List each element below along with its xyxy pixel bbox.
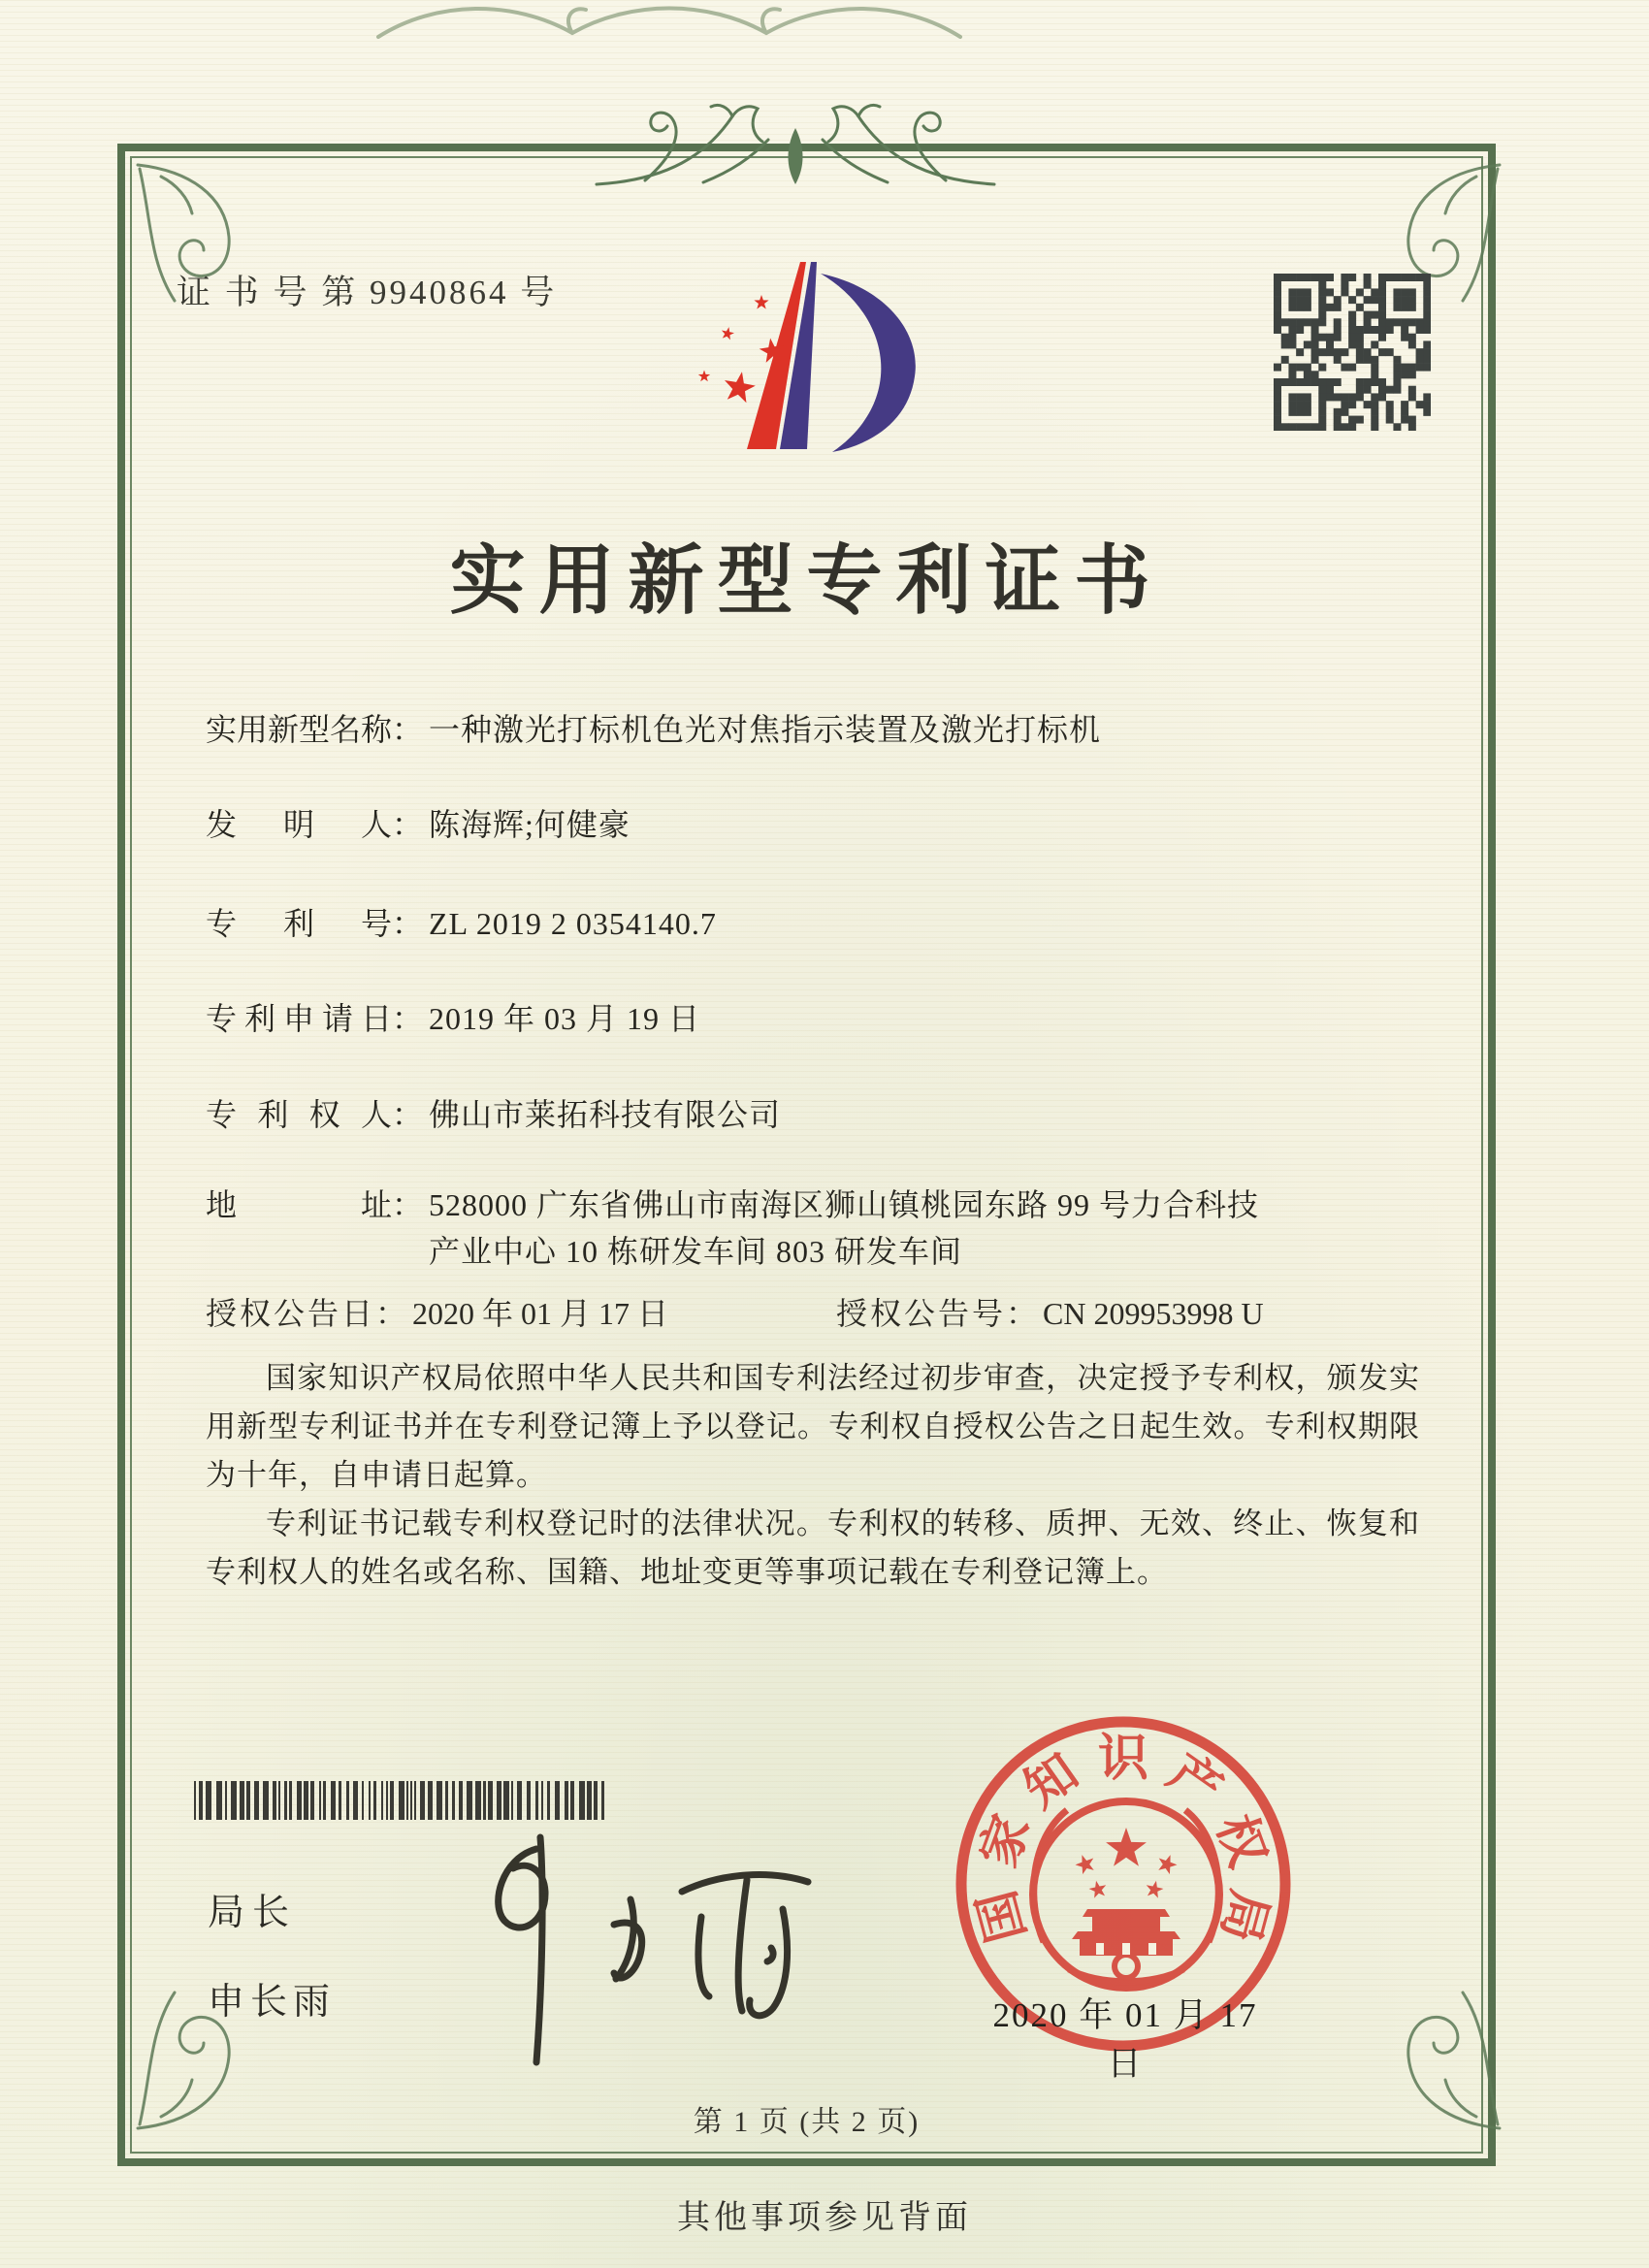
field-value: 佛山市莱拓科技有限公司 [429, 1097, 782, 1132]
signer-name: 申长雨 [208, 1982, 337, 2023]
qr-code [1274, 274, 1431, 431]
field-row-filing-date: 专利申请日 ： 2019 年 03 月 19 日 [206, 995, 1420, 1042]
top-edge-flourish-icon [369, 0, 1048, 41]
svg-text:产: 产 [1158, 1744, 1232, 1820]
grant-date-label: 授权公告日 [206, 1296, 376, 1331]
field-value: 2019 年 03 月 19 日 [429, 1001, 701, 1036]
grant-row: 授权公告日 ： 2020 年 01 月 17 日 授权公告号 ： CN 209953998 U [206, 1290, 1447, 1337]
page-number: 第 1 页 (共 2 页) [693, 2106, 921, 2138]
field-label: 实用新型名称 [206, 712, 393, 747]
certificate-number: 证 书 号 第 9940864 号 [177, 274, 558, 311]
back-side-note: 其他事项参见背面 [677, 2200, 972, 2236]
field-label: 地址 [206, 1187, 392, 1222]
legal-paragraph-1: 国家知识产权局依照中华人民共和国专利法经过初步审查，决定授予专利权，颁发实用新型专利证书并在专利登记簿上予以登记。专利权自授权公告之日起生效。专利权期限为十年，自申请日起算。 [206, 1361, 1420, 1492]
field-label: 专利权人 [206, 1097, 392, 1132]
legal-text [206, 1354, 1420, 1597]
director-signature-icon [451, 1831, 829, 2069]
signer-title: 局长 [208, 1893, 298, 1933]
svg-text:知: 知 [1015, 1744, 1088, 1820]
field-row-patent-number: 专利号 ： ZL 2019 2 0354140.7 [206, 900, 1420, 947]
grant-number-value: CN 209953998 U [1043, 1296, 1264, 1331]
svg-text:识: 识 [1097, 1732, 1149, 1787]
field-value: 一种激光打标机色光对焦指示装置及激光打标机 [429, 712, 1102, 747]
grant-date-value: 2020 年 01 月 17 日 [412, 1296, 669, 1331]
field-row-patentee: 专利权人 ： 佛山市莱拓科技有限公司 [206, 1091, 1420, 1138]
field-value: 528000 广东省佛山市南海区狮山镇桃园东路 99 号力合科技产业中心 10 栋研发车间 803 研发车间 [429, 1187, 1260, 1269]
field-value: 陈海辉;何健豪 [429, 807, 630, 842]
barcode [194, 1781, 613, 1820]
field-label: 专利申请日 [206, 1001, 392, 1036]
legal-paragraph-2: 专利证书记载专利权登记时的法律状况。专利权的转移、质押、无效、终止、恢复和专利权人的姓名或名称、国籍、地址变更等事项记载在专利登记簿上。 [206, 1507, 1420, 1589]
svg-text:权: 权 [1206, 1807, 1276, 1875]
field-row-utility-model-name: 实用新型名称 ： 一种激光打标机色光对焦指示装置及激光打标机 [206, 706, 1420, 753]
grant-number-label: 授权公告号 [836, 1296, 1007, 1331]
cnipa-logo-icon [679, 252, 931, 454]
svg-text:局: 局 [1210, 1884, 1277, 1948]
field-row-address: 地址 ： 528000 广东省佛山市南海区狮山镇桃园东路 99 号力合科技产业中心 10 栋研发车间 803 研发车间 [206, 1182, 1420, 1275]
seal-date: 2020 年 01 月 17 日 [992, 1996, 1258, 2083]
field-row-inventor: 发明人 ： 陈海辉;何健豪 [206, 801, 1420, 848]
svg-text:家: 家 [971, 1807, 1041, 1875]
certificate-title: 实用新型专利证书 [449, 538, 1164, 623]
field-label: 专利号 [206, 906, 392, 941]
field-label: 发明人 [206, 807, 392, 842]
national-emblem-icon [1033, 1801, 1219, 1988]
field-value: ZL 2019 2 0354140.7 [429, 906, 717, 941]
top-center-dragon-ornament-icon [587, 95, 1004, 192]
svg-text:国: 国 [969, 1884, 1037, 1948]
